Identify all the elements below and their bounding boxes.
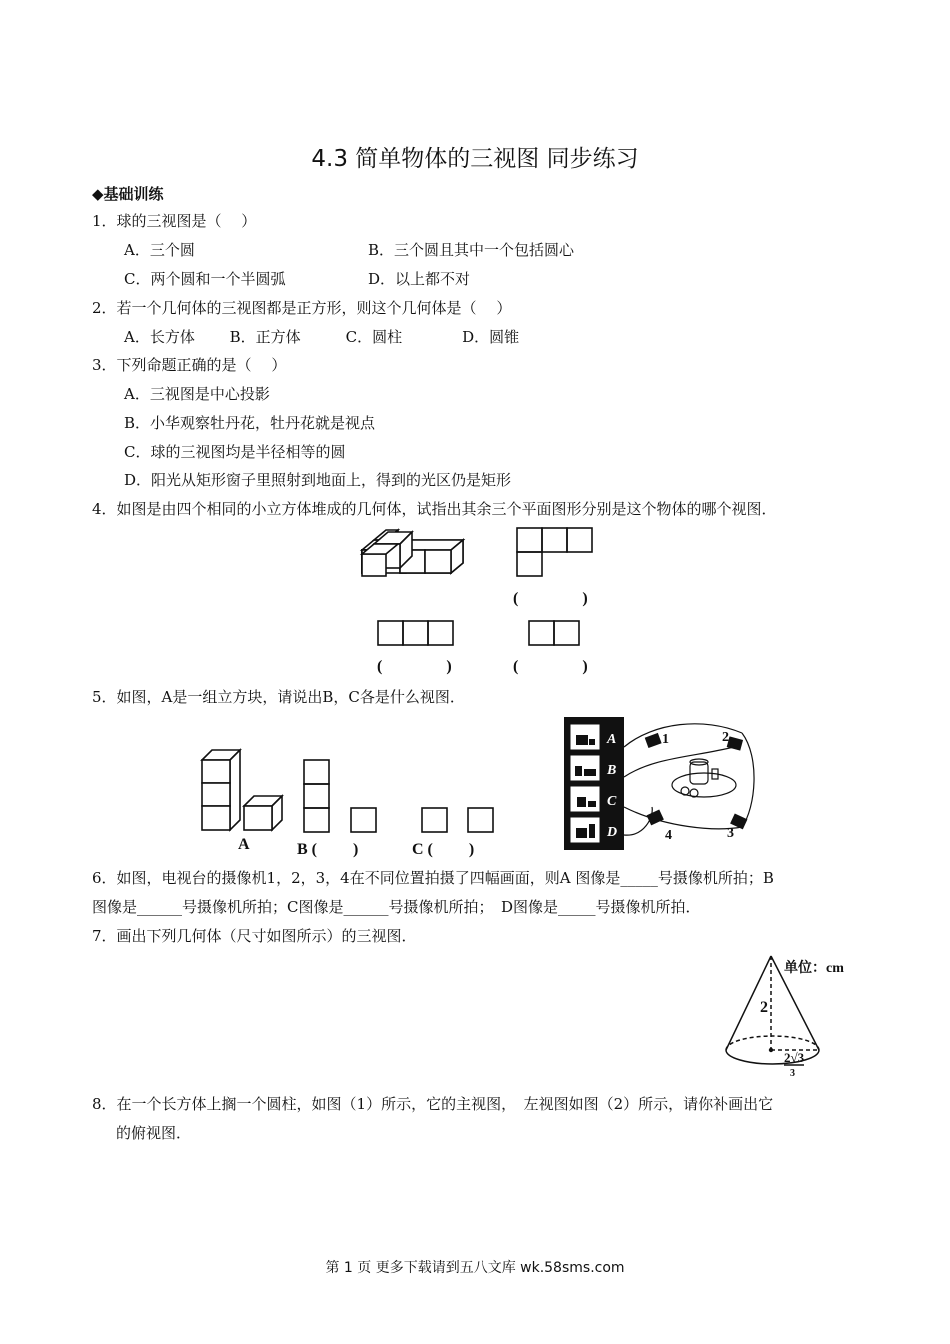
- camera-scene-figure: [564, 717, 760, 851]
- question-3-option-d: D．阳光从矩形窗子里照射到地面上，得到的光区仍是矩形: [124, 471, 512, 489]
- question-5-stem: 5．如图，A是一组立方块，请说出B，C各是什么视图．: [92, 688, 465, 706]
- photo-label-d: D: [607, 825, 618, 840]
- camera-label-4: 4: [665, 828, 672, 843]
- question-6-line-2: 图像是______号摄像机所拍；C图像是______号摄像机所拍； D图像是_____号摄像机所拍．: [92, 898, 701, 916]
- question-3-option-a: A．三视图是中心投影: [124, 385, 270, 403]
- question-7-stem: 7．画出下列几何体（尺寸如图所示）的三视图．: [92, 927, 417, 945]
- question-3-stem: 3．下列命题正确的是（ ）: [92, 356, 287, 374]
- view-3-blank: ( ): [513, 658, 588, 675]
- question-1-option-d: D．以上都不对: [368, 270, 471, 288]
- block-view-b-single: [349, 806, 379, 834]
- label-b: B ( ): [297, 841, 359, 858]
- question-8-line-1: 8．在一个长方体上搁一个圆柱，如图（1）所示，它的主视图， 左视图如图（2）所示，请你补画出它: [92, 1095, 774, 1113]
- question-1-stem: 1．球的三视图是（ ）: [92, 212, 257, 230]
- question-6-line-1: 6．如图，电视台的摄像机1，2，3，4在不同位置拍摄了四幅画面，则A 图像是_____号摄像机所拍；B: [92, 869, 774, 887]
- block-view-b: [302, 758, 332, 834]
- question-8-line-2: 的俯视图．: [116, 1124, 192, 1142]
- cone-radius-denominator: 3: [790, 1068, 795, 1079]
- section-heading: ◆基础训练: [92, 185, 164, 203]
- unit-label: 单位：cm: [784, 961, 844, 976]
- question-3-option-b: B．小华观察牡丹花，牡丹花就是视点: [124, 414, 376, 432]
- label-c: C ( ): [412, 841, 475, 858]
- camera-label-2: 2: [722, 730, 729, 745]
- block-view-c-1: [420, 806, 450, 834]
- question-3-option-c: C．球的三视图均是半径相等的圆: [124, 443, 346, 461]
- page-title: 4.3 简单物体的三视图 同步练习: [311, 146, 639, 172]
- cube-stack-figure-front: [360, 526, 470, 578]
- photo-label-c: C: [607, 794, 617, 809]
- cone-height-label: 2: [760, 999, 768, 1016]
- view-2-blank: ( ): [377, 658, 452, 675]
- camera-label-3: 3: [727, 826, 734, 841]
- question-2-options: A．长方体 B．正方体 C．圆柱 D．圆锥: [124, 328, 520, 346]
- question-1-option-a: A．三个圆: [124, 241, 195, 259]
- camera-label-1: 1: [662, 732, 669, 747]
- view-1-blank: ( ): [513, 590, 588, 607]
- photo-label-a: A: [607, 732, 617, 747]
- cone-radius-label: 2√3: [784, 1050, 805, 1065]
- question-4-stem: 4．如图是由四个相同的小立方体堆成的几何体，试指出其余三个平面图形分别是这个物体的哪个视图．: [92, 500, 777, 518]
- question-2-stem: 2．若一个几何体的三视图都是正方形，则这个几何体是（ ）: [92, 299, 512, 317]
- page-footer: 第 1 页 更多下载请到五八文库 wk.58sms.com: [325, 1260, 625, 1276]
- cone-figure: [722, 952, 852, 1079]
- view-figure-3: [527, 619, 583, 647]
- question-1-option-b: B．三个圆且其中一个包括圆心: [368, 241, 575, 259]
- view-figure-2: [376, 619, 456, 647]
- photo-label-b: B: [607, 763, 617, 778]
- question-1-option-c: C．两个圆和一个半圆弧: [124, 270, 286, 288]
- view-figure-1: [515, 526, 595, 578]
- label-a: A: [238, 836, 250, 853]
- block-group-a: [198, 748, 288, 832]
- block-view-c-2: [466, 806, 496, 834]
